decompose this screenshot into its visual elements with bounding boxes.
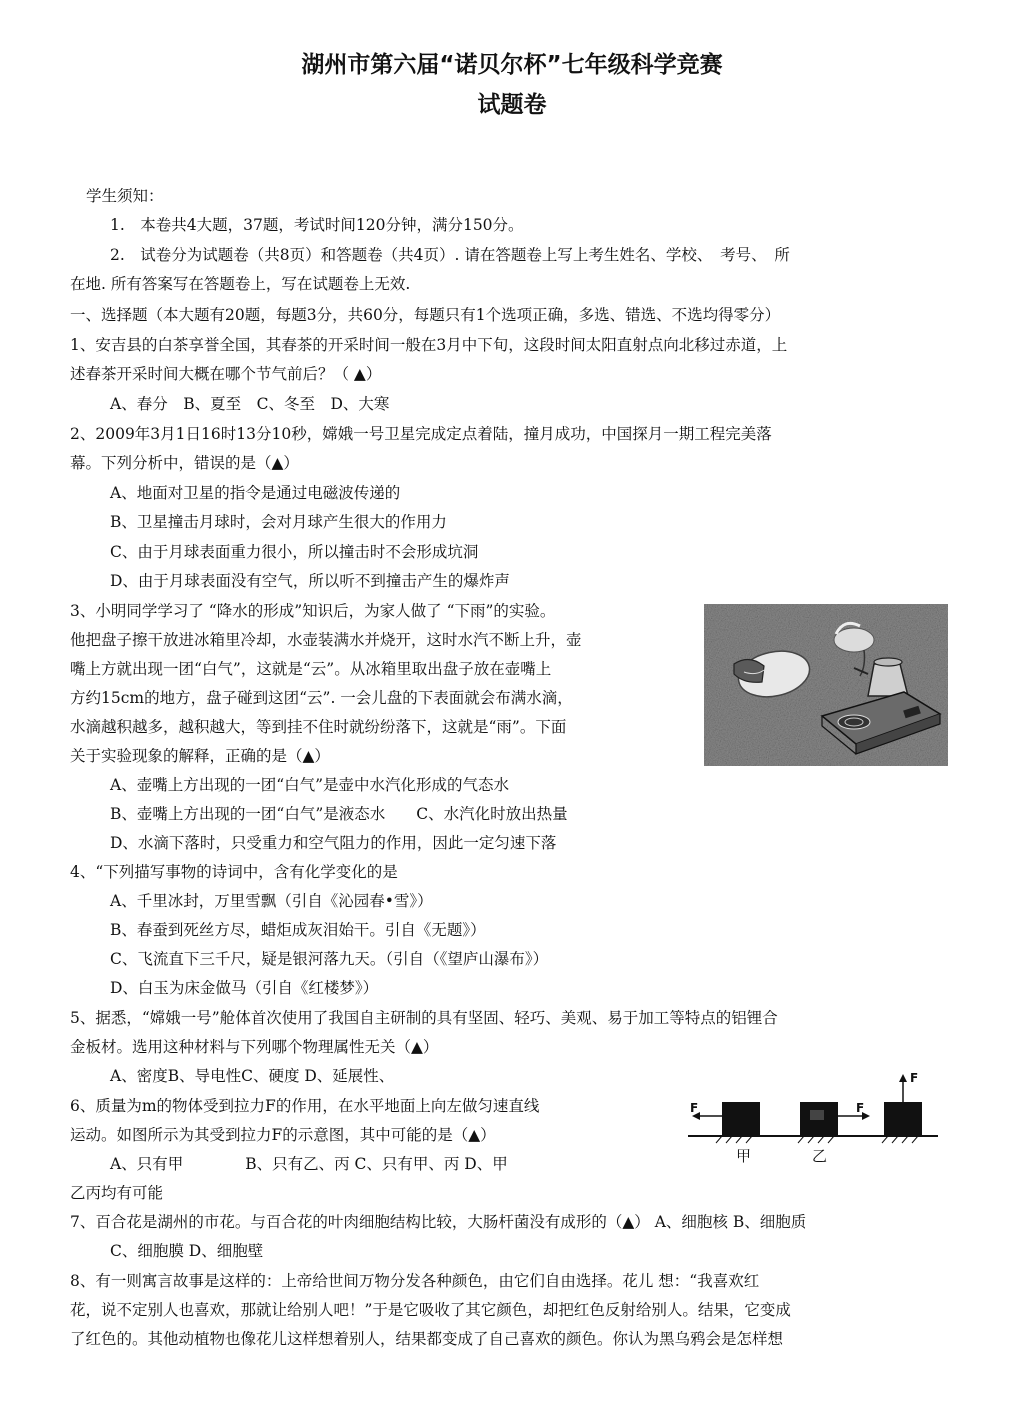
q3-option-d: D、水滴下落时，只受重力和空气阻力的作用，因此一定匀速下落	[110, 834, 557, 852]
q1-options: A、春分 B、夏至 C、冬至 D、大寒	[110, 395, 390, 413]
experiment-illustration	[704, 604, 948, 766]
q1-line-2: 述春茶开采时间大概在哪个节气前后？（ ▲）	[70, 365, 382, 383]
q4-option-d: D、白玉为床金做马（引自《红楼梦》）	[110, 979, 379, 997]
notice-item-2-cont: 在地. 所有答案写在答题卷上，写在试题卷上无效.	[70, 275, 411, 293]
q3-line-4: 方约15cm的地方，盘子碰到这团“云”. 一会儿盘的下表面就会布满水滴，	[70, 689, 573, 707]
q7-line-2: C、细胞膜 D、细胞壁	[110, 1242, 264, 1260]
q8-line-3: 了红色的。其他动植物也像花儿这样想着别人，结果都变成了自己喜欢的颜色。你认为黑乌鸦会是怎样想	[70, 1330, 784, 1348]
q4-line-1: 4、“下列描写事物的诗词中，含有化学变化的是	[70, 863, 398, 881]
notice-item-1: 1. 本卷共4大题，37题，考试时间120分钟，满分150分。	[110, 216, 524, 234]
page-subtitle: 试题卷	[477, 92, 547, 118]
q3-option-b-c: B、壶嘴上方出现的一团“白气”是液态水 C、水汽化时放出热量	[110, 805, 568, 823]
block-bing	[884, 1102, 922, 1136]
q3-line-2: 他把盘子擦干放进冰箱里冷却，水壶装满水并烧开，这时水汽不断上升，壶	[70, 631, 582, 649]
q8-line-1: 8、有一则寓言故事是这样的：上帝给世间万物分发各种颜色，由它们自由选择。花儿 想：“我喜欢红	[70, 1272, 760, 1290]
q4-option-b: B、春蚕到死丝方尽，蜡炬成灰泪始干。引自《无题》）	[110, 921, 486, 939]
diagram-label-yi: 乙	[812, 1147, 828, 1165]
diagram-label-jia: 甲	[736, 1147, 752, 1165]
q6-line-2: 运动。如图所示为其受到拉力F的示意图，其中可能的是（▲）	[70, 1126, 496, 1144]
q3-line-1: 3、小明同学学习了 “降水的形成”知识后，为家人做了 “下雨”的实验。	[70, 602, 556, 620]
q4-option-c: C、飞流直下三千尺，疑是银河落九天。（引自（《望庐山瀑布》）	[110, 950, 549, 968]
block-jia	[722, 1102, 760, 1136]
force-label-1: F	[690, 1101, 699, 1115]
q2-line-2: 幕。下列分析中，错误的是（▲）	[70, 454, 299, 472]
q6-line-1: 6、质量为m的物体受到拉力F的作用，在水平地面上向左做匀速直线	[70, 1097, 540, 1115]
q3-line-6: 关于实验现象的解释，正确的是（▲）	[70, 747, 330, 765]
force-diagram	[688, 1070, 938, 1166]
q2-option-b: B、卫星撞击月球时，会对月球产生很大的作用力	[110, 513, 447, 531]
q1-line-1: 1、安吉县的白茶享誉全国，其春茶的开采时间一般在3月中下旬，这段时间太阳直射点向北移过赤道，上	[70, 336, 788, 354]
q6-options: A、只有甲 B、只有乙、丙 C、只有甲、丙 D、甲	[110, 1155, 508, 1173]
q3-option-a: A、壶嘴上方出现的一团“白气”是壶中水汽化形成的气态水	[110, 776, 510, 794]
force-label-3: F	[910, 1071, 919, 1085]
q2-option-d: D、由于月球表面没有空气，所以听不到撞击产生的爆炸声	[110, 572, 510, 590]
force-label-2: F	[856, 1101, 865, 1115]
q2-option-c: C、由于月球表面重力很小，所以撞击时不会形成坑洞	[110, 543, 479, 561]
q4-option-a: A、千里冰封，万里雪飘（引自《沁园春•雪》）	[110, 892, 433, 910]
page-title: 湖州市第六届“诺贝尔杯”七年级科学竞赛	[301, 52, 723, 78]
q5-line-1: 5、据悉，“嫦娥一号”舱体首次使用了我国自主研制的具有坚固、轻巧、美观、易于加工等特点的铝锂合	[70, 1009, 778, 1027]
q2-line-1: 2、2009年3月1日16时13分10秒，嫦娥一号卫星完成定点着陆，撞月成功，中国探月一期工程完美落	[70, 425, 772, 443]
q3-line-5: 水滴越积越多，越积越大，等到挂不住时就纷纷落下，这就是“雨”。下面	[70, 718, 567, 736]
q7-line-1: 7、百合花是湖州的市花。与百合花的叶肉细胞结构比较，大肠杆菌没有成形的（▲） A、细胞核 B、细胞质	[70, 1213, 807, 1231]
section-1-heading: 一、选择题（本大题有20题，每题3分，共60分，每题只有1个选项正确，多选、错选、不选均得零分）	[70, 306, 781, 324]
q8-line-2: 花，说不定别人也喜欢，那就让给别人吧！”于是它吸收了其它颜色，却把红色反射给别人。结果，它变成	[70, 1301, 791, 1319]
notice-item-2: 2. 试卷分为试题卷（共8页）和答题卷（共4页）. 请在答题卷上写上考生姓名、学校、 考号、 所	[110, 246, 790, 264]
q6-line-4: 乙丙均有可能	[70, 1184, 164, 1202]
q2-option-a: A、地面对卫星的指令是通过电磁波传递的	[110, 484, 401, 502]
q3-line-3: 嘴上方就出现一团“白气”，这就是“云”。从冰箱里取出盘子放在壶嘴上	[70, 660, 552, 678]
q5-options: A、密度B、导电性C、硬度 D、延展性、	[110, 1067, 395, 1085]
q5-line-2: 金板材。选用这种材料与下列哪个物理属性无关（▲）	[70, 1038, 439, 1056]
notice-heading: 学生须知：	[86, 187, 164, 205]
